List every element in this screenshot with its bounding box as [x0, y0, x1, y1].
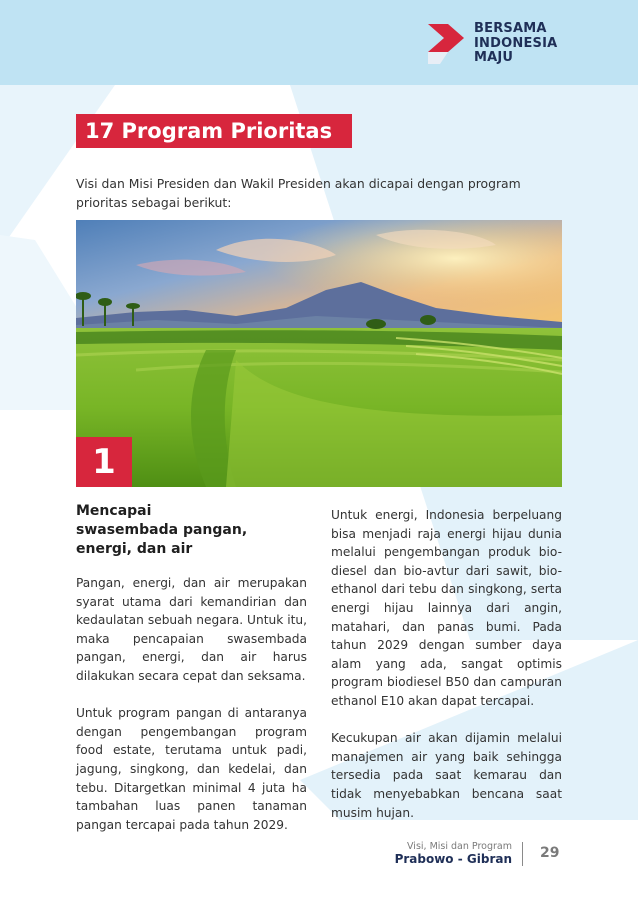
brand-logo — [428, 22, 578, 68]
rice-field-photo — [76, 220, 562, 487]
right-paragraph-2: Kecukupan air akan dijamin melalui manajemen air yang baik sehingga tersedia pada saat kemarau dan tidak menyebabkan bencana saat musim hujan. — [331, 731, 562, 820]
logo-chevron-icon — [428, 24, 464, 64]
logo-line-3: MAJU — [474, 50, 514, 65]
logo-line-2: INDONESIA — [474, 35, 558, 51]
footer-names: Prabowo - Gibran — [394, 852, 512, 866]
footer-divider — [522, 842, 523, 866]
left-paragraph-1: Pangan, energi, dan air merupakan syarat utama dari kemandirian dan kedaulatan sebuah negara. Untuk itu, maka pencapaian swasembada pangan, energi, dan air harus dilakukan secara cepat dan seksama. — [76, 576, 307, 683]
program-heading — [76, 502, 306, 559]
logo-wordmark — [474, 22, 557, 66]
intro-paragraph: Visi dan Misi Presiden dan Wakil Presiden akan dicapai dengan program prioritas sebagai berikut: — [76, 176, 521, 210]
program-heading-line-1: Mencapai — [76, 503, 152, 519]
page-title: 17 Program Prioritas — [76, 114, 352, 148]
footer-subtitle: Visi, Misi dan Program — [407, 841, 512, 852]
page-number: 29 — [540, 845, 560, 861]
right-paragraph-1: Untuk energi, Indonesia berpeluang bisa menjadi raja energi hijau dunia melalui pengembangan produk bio-diesel dan bio-avtur dari sawit, bio-ethanol dari tebu dan singkong, serta energi hijau lainnya dari angin, matahari, dan panas bumi. Pada tahun 2029 dengan sumber daya alam yang ada, sangat optimis program biodiesel B50 dan campuran ethanol E10 akan dapat tercapai. — [331, 508, 562, 708]
program-number-badge: 1 — [76, 437, 132, 487]
left-text-column — [76, 574, 307, 853]
program-heading-line-2: swasembada pangan, — [76, 522, 248, 538]
program-heading-line-3: energi, dan air — [76, 541, 193, 557]
left-paragraph-2: Untuk program pangan di antaranya dengan pengembangan program food estate, terutama untuk padi, jagung, singkong, dan kedelai, dan tebu. Ditargetkan minimal 4 juta ha tambahan luas panen tanaman pangan tercapai pada tahun 2029. — [76, 706, 307, 832]
rice-field-illustration — [76, 220, 562, 487]
right-text-column — [331, 506, 562, 841]
logo-line-1: BERSAMA — [474, 21, 547, 36]
